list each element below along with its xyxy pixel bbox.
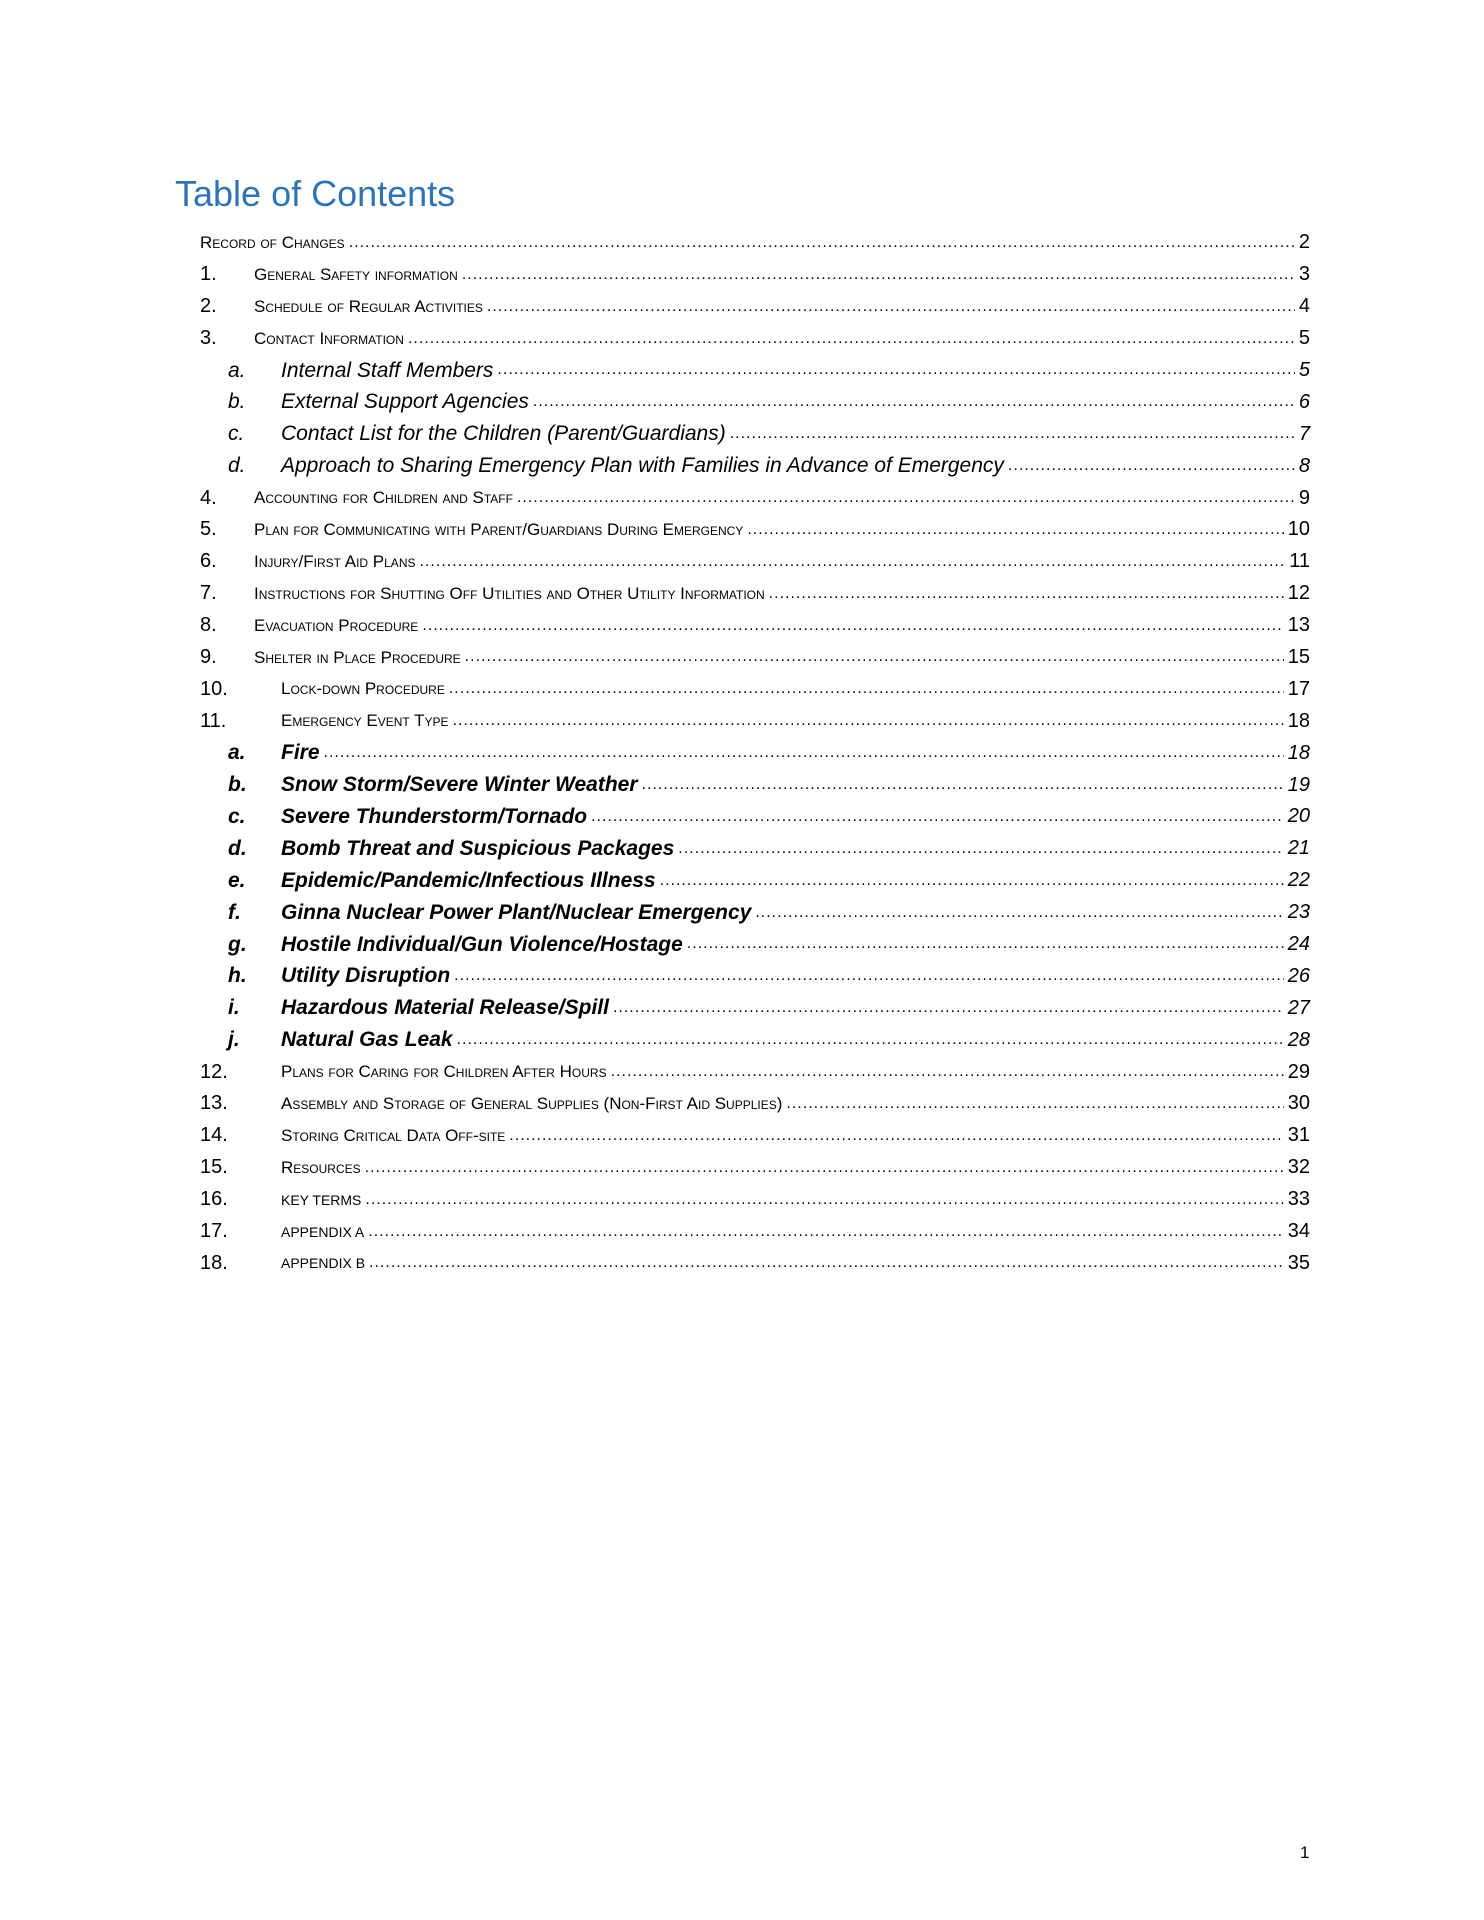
toc-entry-title[interactable]: KEY TERMS <box>281 1191 362 1208</box>
toc-entry-number: i. <box>228 996 240 1020</box>
toc-entry-page: 5 <box>1298 327 1310 350</box>
toc-entry-number: 7. <box>200 582 217 605</box>
toc-entry-page: 7 <box>1298 422 1310 445</box>
toc-entry[interactable] <box>200 1024 1310 1056</box>
toc-dot-leader <box>454 966 1284 986</box>
toc-entry-title[interactable]: Emergency Event Type <box>281 711 449 731</box>
toc-entry[interactable] <box>200 865 1310 897</box>
toc-dot-leader <box>449 679 1284 699</box>
toc-entry-page: 2 <box>1298 231 1310 254</box>
toc-entry-title[interactable]: Contact List for the Children (Parent/Guardians) <box>281 422 726 446</box>
toc-entry-page: 28 <box>1287 1028 1310 1051</box>
toc-dot-leader <box>457 1030 1284 1050</box>
toc-dot-leader <box>591 807 1284 827</box>
toc-entry-page: 4 <box>1298 295 1310 318</box>
toc-dot-leader <box>747 520 1283 540</box>
toc-title: Table of Contents <box>175 173 456 214</box>
toc-entry-number: 13. <box>200 1092 228 1115</box>
toc-entry[interactable] <box>200 610 1310 642</box>
toc-entry-page: 9 <box>1298 486 1310 509</box>
toc-dot-leader <box>533 392 1295 412</box>
toc-entry[interactable] <box>200 833 1310 865</box>
toc-entry-page: 6 <box>1298 390 1310 413</box>
toc-entry[interactable] <box>200 897 1310 929</box>
toc-entry-title[interactable]: Storing Critical Data Off-site <box>281 1125 506 1145</box>
toc-entry[interactable] <box>200 769 1310 801</box>
toc-entry-number: 12. <box>200 1060 228 1083</box>
toc-entry-title[interactable]: Contact Information <box>254 328 404 348</box>
toc-entry[interactable] <box>200 578 1310 610</box>
toc-entry-number: e. <box>228 868 246 892</box>
toc-entry-page: 18 <box>1287 741 1310 764</box>
toc-entry-number: a. <box>228 741 246 765</box>
toc-entry[interactable] <box>200 960 1310 992</box>
toc-entry[interactable] <box>200 1088 1310 1120</box>
toc-entry-number: d. <box>228 836 247 860</box>
toc-entry-title[interactable]: Epidemic/Pandemic/Infectious Illness <box>281 868 656 892</box>
toc-entry-title[interactable]: External Support Agencies <box>281 390 529 414</box>
toc-dot-leader <box>730 424 1295 444</box>
toc-entry-title[interactable]: Plan for Communicating with Parent/Guardians During Emergency <box>254 519 744 539</box>
toc-entry[interactable] <box>200 546 1310 578</box>
toc-entry[interactable] <box>200 355 1310 387</box>
toc-entry-number: f. <box>228 900 241 924</box>
toc-dot-leader <box>497 360 1294 380</box>
toc-dot-leader <box>324 743 1284 763</box>
toc-entry-title[interactable]: Record of Changes <box>200 232 345 252</box>
toc-entry-number: 6. <box>200 550 217 573</box>
toc-entry[interactable] <box>200 705 1310 737</box>
toc-dot-leader <box>786 1094 1283 1114</box>
toc-entry[interactable] <box>200 514 1310 546</box>
toc-entry-page: 12 <box>1287 582 1310 605</box>
toc-entry-page: 8 <box>1298 454 1310 477</box>
toc-entry-page: 32 <box>1287 1156 1310 1179</box>
toc-entry-number: a. <box>228 358 246 382</box>
toc-entry-page: 18 <box>1287 709 1310 732</box>
toc-entry-number: 8. <box>200 614 217 637</box>
toc-entry-number: 18. <box>200 1251 228 1274</box>
toc-entry-number: 4. <box>200 486 217 509</box>
toc-entry-title[interactable]: Resources <box>281 1157 361 1177</box>
toc-entry-number: 15. <box>200 1156 228 1179</box>
toc-entry[interactable] <box>200 642 1310 674</box>
toc-dot-leader <box>1008 456 1295 476</box>
page-number: 1 <box>1300 1843 1310 1862</box>
toc-dot-leader <box>613 998 1284 1018</box>
toc-entry-page: 24 <box>1287 933 1310 956</box>
toc-entry[interactable] <box>200 227 1310 259</box>
toc-entry-title[interactable]: Bomb Threat and Suspicious Packages <box>281 836 675 860</box>
toc-entry[interactable] <box>200 1248 1310 1280</box>
toc-dot-leader <box>349 233 1295 253</box>
toc-dot-leader <box>509 1126 1283 1146</box>
toc-entry-page: 27 <box>1287 996 1310 1019</box>
toc-entry[interactable] <box>200 1120 1310 1152</box>
toc-entry-number: 10. <box>200 677 228 700</box>
toc-entry-number: c. <box>228 422 245 446</box>
toc-entry-page: 29 <box>1287 1060 1310 1083</box>
toc-entry-title[interactable]: Internal Staff Members <box>281 358 494 382</box>
toc-entry-title[interactable]: Shelter in Place Procedure <box>254 647 461 667</box>
toc-entry-number: d. <box>228 454 246 478</box>
toc-entry-page: 22 <box>1287 869 1310 892</box>
toc-entry-page: 3 <box>1298 263 1310 286</box>
toc-entry-page: 23 <box>1287 901 1310 924</box>
toc-entry[interactable] <box>200 291 1310 323</box>
toc-entry-number: h. <box>228 964 247 988</box>
toc-entry-title[interactable]: Utility Disruption <box>281 964 451 988</box>
toc-entry-number: b. <box>228 390 246 414</box>
toc-entry-title[interactable]: General Safety information <box>254 264 458 284</box>
toc-entry[interactable] <box>200 929 1310 961</box>
toc-entry-title[interactable]: Evacuation Procedure <box>254 615 419 635</box>
toc-entry-number: 17. <box>200 1220 228 1243</box>
toc-entry-number: 3. <box>200 327 217 350</box>
toc-entry-title[interactable]: Lock-down Procedure <box>281 679 445 699</box>
toc-entry-title[interactable]: Severe Thunderstorm/Tornado <box>281 804 588 828</box>
toc-entry-title[interactable]: Fire <box>281 741 320 765</box>
toc-dot-leader <box>678 839 1283 859</box>
toc-dot-leader <box>419 552 1285 572</box>
toc-entry[interactable] <box>200 992 1310 1024</box>
toc-entry-number: 5. <box>200 518 217 541</box>
toc-dot-leader <box>408 329 1295 349</box>
toc-entry-number: 16. <box>200 1188 228 1211</box>
toc-entry[interactable] <box>200 323 1310 355</box>
table-of-contents <box>200 227 1310 1279</box>
toc-dot-leader <box>517 488 1295 508</box>
toc-entry[interactable] <box>200 1184 1310 1216</box>
toc-dot-leader <box>465 647 1284 667</box>
toc-entry-number: 2. <box>200 295 217 318</box>
toc-entry-page: 13 <box>1287 614 1310 637</box>
toc-entry-number: g. <box>228 932 247 956</box>
toc-entry-title[interactable]: Schedule of Regular Activities <box>254 296 483 316</box>
toc-entry-title[interactable]: Accounting for Children and Staff <box>254 488 513 508</box>
toc-dot-leader <box>462 265 1295 285</box>
toc-dot-leader <box>365 1158 1284 1178</box>
toc-entry[interactable] <box>200 259 1310 291</box>
toc-entry-page: 21 <box>1287 837 1310 860</box>
toc-dot-leader <box>611 1062 1284 1082</box>
toc-entry-title[interactable]: Assembly and Storage of General Supplies (Non-First Aid Supplies) <box>281 1093 783 1113</box>
toc-entry-number: 1. <box>200 263 217 286</box>
toc-entry-title[interactable]: Ginna Nuclear Power Plant/Nuclear Emergency <box>281 900 752 924</box>
toc-entry[interactable] <box>200 450 1310 482</box>
toc-entry[interactable] <box>200 737 1310 769</box>
toc-entry-page: 31 <box>1287 1124 1310 1147</box>
toc-entry-number: c. <box>228 804 246 828</box>
toc-entry-page: 30 <box>1287 1092 1310 1115</box>
toc-entry[interactable] <box>200 673 1310 705</box>
toc-entry-title[interactable]: Hazardous Material Release/Spill <box>281 996 609 1020</box>
toc-entry-title[interactable]: Snow Storm/Severe Winter Weather <box>281 773 638 797</box>
toc-dot-leader <box>687 934 1284 954</box>
toc-entry-page: 35 <box>1287 1251 1310 1274</box>
toc-entry-title[interactable]: APPENDIX A <box>281 1223 365 1240</box>
toc-entry[interactable] <box>200 1216 1310 1248</box>
toc-entry-page: 15 <box>1287 646 1310 669</box>
toc-entry-number: j. <box>228 1028 240 1052</box>
toc-dot-leader <box>422 616 1283 636</box>
toc-entry[interactable] <box>200 482 1310 514</box>
toc-entry-page: 11 <box>1289 550 1310 573</box>
toc-entry-page: 33 <box>1287 1188 1310 1211</box>
toc-entry-title[interactable]: Plans for Caring for Children After Hours <box>281 1062 607 1082</box>
toc-dot-leader <box>369 1253 1284 1273</box>
toc-entry-page: 34 <box>1287 1220 1310 1243</box>
toc-entry-title[interactable]: Approach to Sharing Emergency Plan with Families in Advance of Emergency <box>281 454 1004 478</box>
toc-entry[interactable] <box>200 801 1310 833</box>
toc-entry[interactable] <box>200 1056 1310 1088</box>
toc-entry[interactable] <box>200 386 1310 418</box>
toc-entry-page: 26 <box>1287 964 1310 987</box>
toc-dot-leader <box>368 1222 1283 1242</box>
toc-dot-leader <box>660 871 1284 891</box>
toc-dot-leader <box>769 584 1284 604</box>
toc-entry-title[interactable]: Natural Gas Leak <box>281 1028 453 1052</box>
toc-entry-page: 17 <box>1287 677 1310 700</box>
toc-entry-page: 10 <box>1287 518 1310 541</box>
toc-dot-leader <box>365 1190 1283 1210</box>
toc-dot-leader <box>453 711 1284 731</box>
toc-entry-title[interactable]: APPENDIX B <box>281 1255 366 1272</box>
toc-entry-number: 9. <box>200 646 217 669</box>
toc-entry-title[interactable]: Hostile Individual/Gun Violence/Hostage <box>281 932 683 956</box>
toc-dot-leader <box>487 297 1295 317</box>
toc-dot-leader <box>755 903 1283 923</box>
toc-entry-title[interactable]: Instructions for Shutting Off Utilities and Other Utility Information <box>254 583 765 603</box>
toc-entry-page: 20 <box>1287 805 1310 828</box>
toc-entry-number: b. <box>228 773 247 797</box>
toc-entry-number: 14. <box>200 1124 228 1147</box>
toc-entry-number: 11. <box>200 709 227 732</box>
toc-dot-leader <box>642 775 1284 795</box>
toc-entry-title[interactable]: Injury/First Aid Plans <box>254 551 416 571</box>
toc-entry[interactable] <box>200 418 1310 450</box>
toc-entry-page: 19 <box>1287 773 1310 796</box>
toc-entry[interactable] <box>200 1152 1310 1184</box>
toc-entry-page: 5 <box>1298 359 1310 381</box>
